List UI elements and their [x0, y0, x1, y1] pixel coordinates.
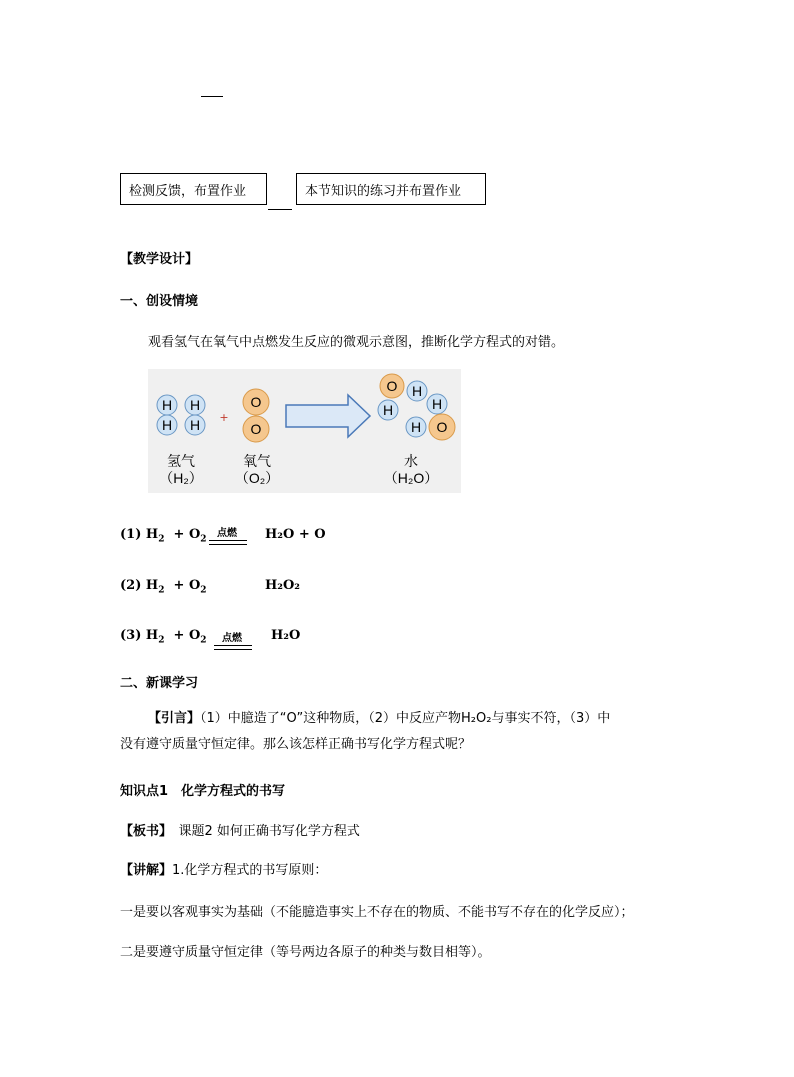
intro-tag: 【引言】 [148, 711, 201, 726]
equal-sign-top [214, 645, 252, 646]
reaction-diagram [148, 369, 461, 493]
top-rule [201, 96, 223, 97]
hydrogen-formula: （H₂） [159, 470, 203, 486]
explain-line [120, 859, 327, 878]
h-atom-label: H [161, 417, 173, 433]
board-line [120, 820, 360, 839]
h-atom-label: H [410, 419, 422, 435]
plus-sign: + [219, 411, 229, 424]
water-formula: （H₂O） [383, 470, 439, 486]
o-atom-label: O [386, 378, 398, 394]
plus-sign: + [173, 628, 185, 643]
oxygen-name: 氧气 [243, 453, 271, 469]
design-title: 【教学设计】 [120, 252, 199, 267]
o-atom-label: O [436, 419, 448, 435]
knowledge-point-title: 知识点1 化学方程式的书写 [120, 784, 286, 799]
equal-sign-bottom [214, 649, 252, 650]
h-atom-label: H [382, 402, 394, 418]
section2-title: 二、新课学习 [120, 676, 199, 691]
equation-label: (1) [120, 527, 142, 542]
product: H₂O [271, 628, 301, 643]
plus-sign: + [173, 578, 185, 593]
o-atom-label: O [250, 421, 262, 437]
reactant-o2: $O_2$ [188, 527, 207, 545]
board-text: 课题2 如何正确书写化学方程式 [165, 824, 360, 839]
equation-label: (3) [120, 628, 142, 643]
o-atom-label: O [250, 394, 262, 410]
condition-label: 点燃 [222, 633, 242, 644]
h-atom-label: H [431, 396, 443, 412]
reactant-o2: $O_2$ [188, 628, 207, 646]
product: H₂O + O [265, 527, 326, 542]
explain-tag: 【讲解】 [120, 863, 173, 878]
h-atom-label: H [161, 397, 173, 413]
rule-2: 二是要遵守质量守恒定律（等号两边各原子的种类与数目相等）。 [120, 945, 491, 960]
board-tag: 【板书】 [120, 824, 166, 839]
h-atom-label: H [411, 383, 423, 399]
intro-text-1: （1）中臆造了“O”这种物质，（2）中反应产物H₂O₂与事实不符，（3）中 [200, 711, 611, 726]
equation-label: (2) [120, 578, 142, 593]
equation-2 [120, 578, 207, 596]
reactant-h2: $H_2$ [145, 628, 165, 646]
oxygen-formula: （O₂） [234, 470, 280, 486]
equation-1 [120, 527, 207, 545]
equation-3 [120, 628, 207, 646]
equal-sign-bottom [209, 544, 247, 545]
rule-1: 一是要以客观事实为基础（不能臆造事实上不存在的物质、不能书写不存在的化学反应）； [120, 905, 634, 920]
reactant-o2: $O_2$ [188, 578, 207, 596]
water-name: 水 [404, 453, 418, 469]
h-atom-label: H [189, 397, 201, 413]
section1-intro: 观看氢气在氧气中点燃发生反应的微观示意图，推断化学方程式的对错。 [148, 335, 565, 350]
explain-text: 1.化学方程式的书写原则： [172, 863, 328, 878]
equal-sign-top [209, 540, 247, 541]
plus-sign: + [173, 527, 185, 542]
flow-box-right [296, 173, 486, 205]
h-atom-label: H [189, 417, 201, 433]
hydrogen-name: 氢气 [167, 453, 195, 469]
intro-line-1 [120, 706, 680, 732]
section1-title: 一、创设情境 [120, 294, 199, 309]
flow-box-left [120, 173, 267, 205]
intro-line-2: 没有遵守质量守恒定律。那么该怎样正确书写化学方程式呢？ [120, 737, 472, 752]
reactant-h2: $H_2$ [145, 527, 165, 545]
product: H₂O₂ [265, 578, 300, 593]
flow-box-right-text: 本节知识的练习并布置作业 [305, 183, 462, 199]
condition-label: 点燃 [217, 528, 237, 539]
flow-box-left-text: 检测反馈，布置作业 [129, 183, 247, 199]
reactant-h2: $H_2$ [145, 578, 165, 596]
intro-paragraph [120, 706, 680, 758]
flow-connector [268, 209, 292, 210]
reaction-diagram-svg [148, 369, 461, 493]
